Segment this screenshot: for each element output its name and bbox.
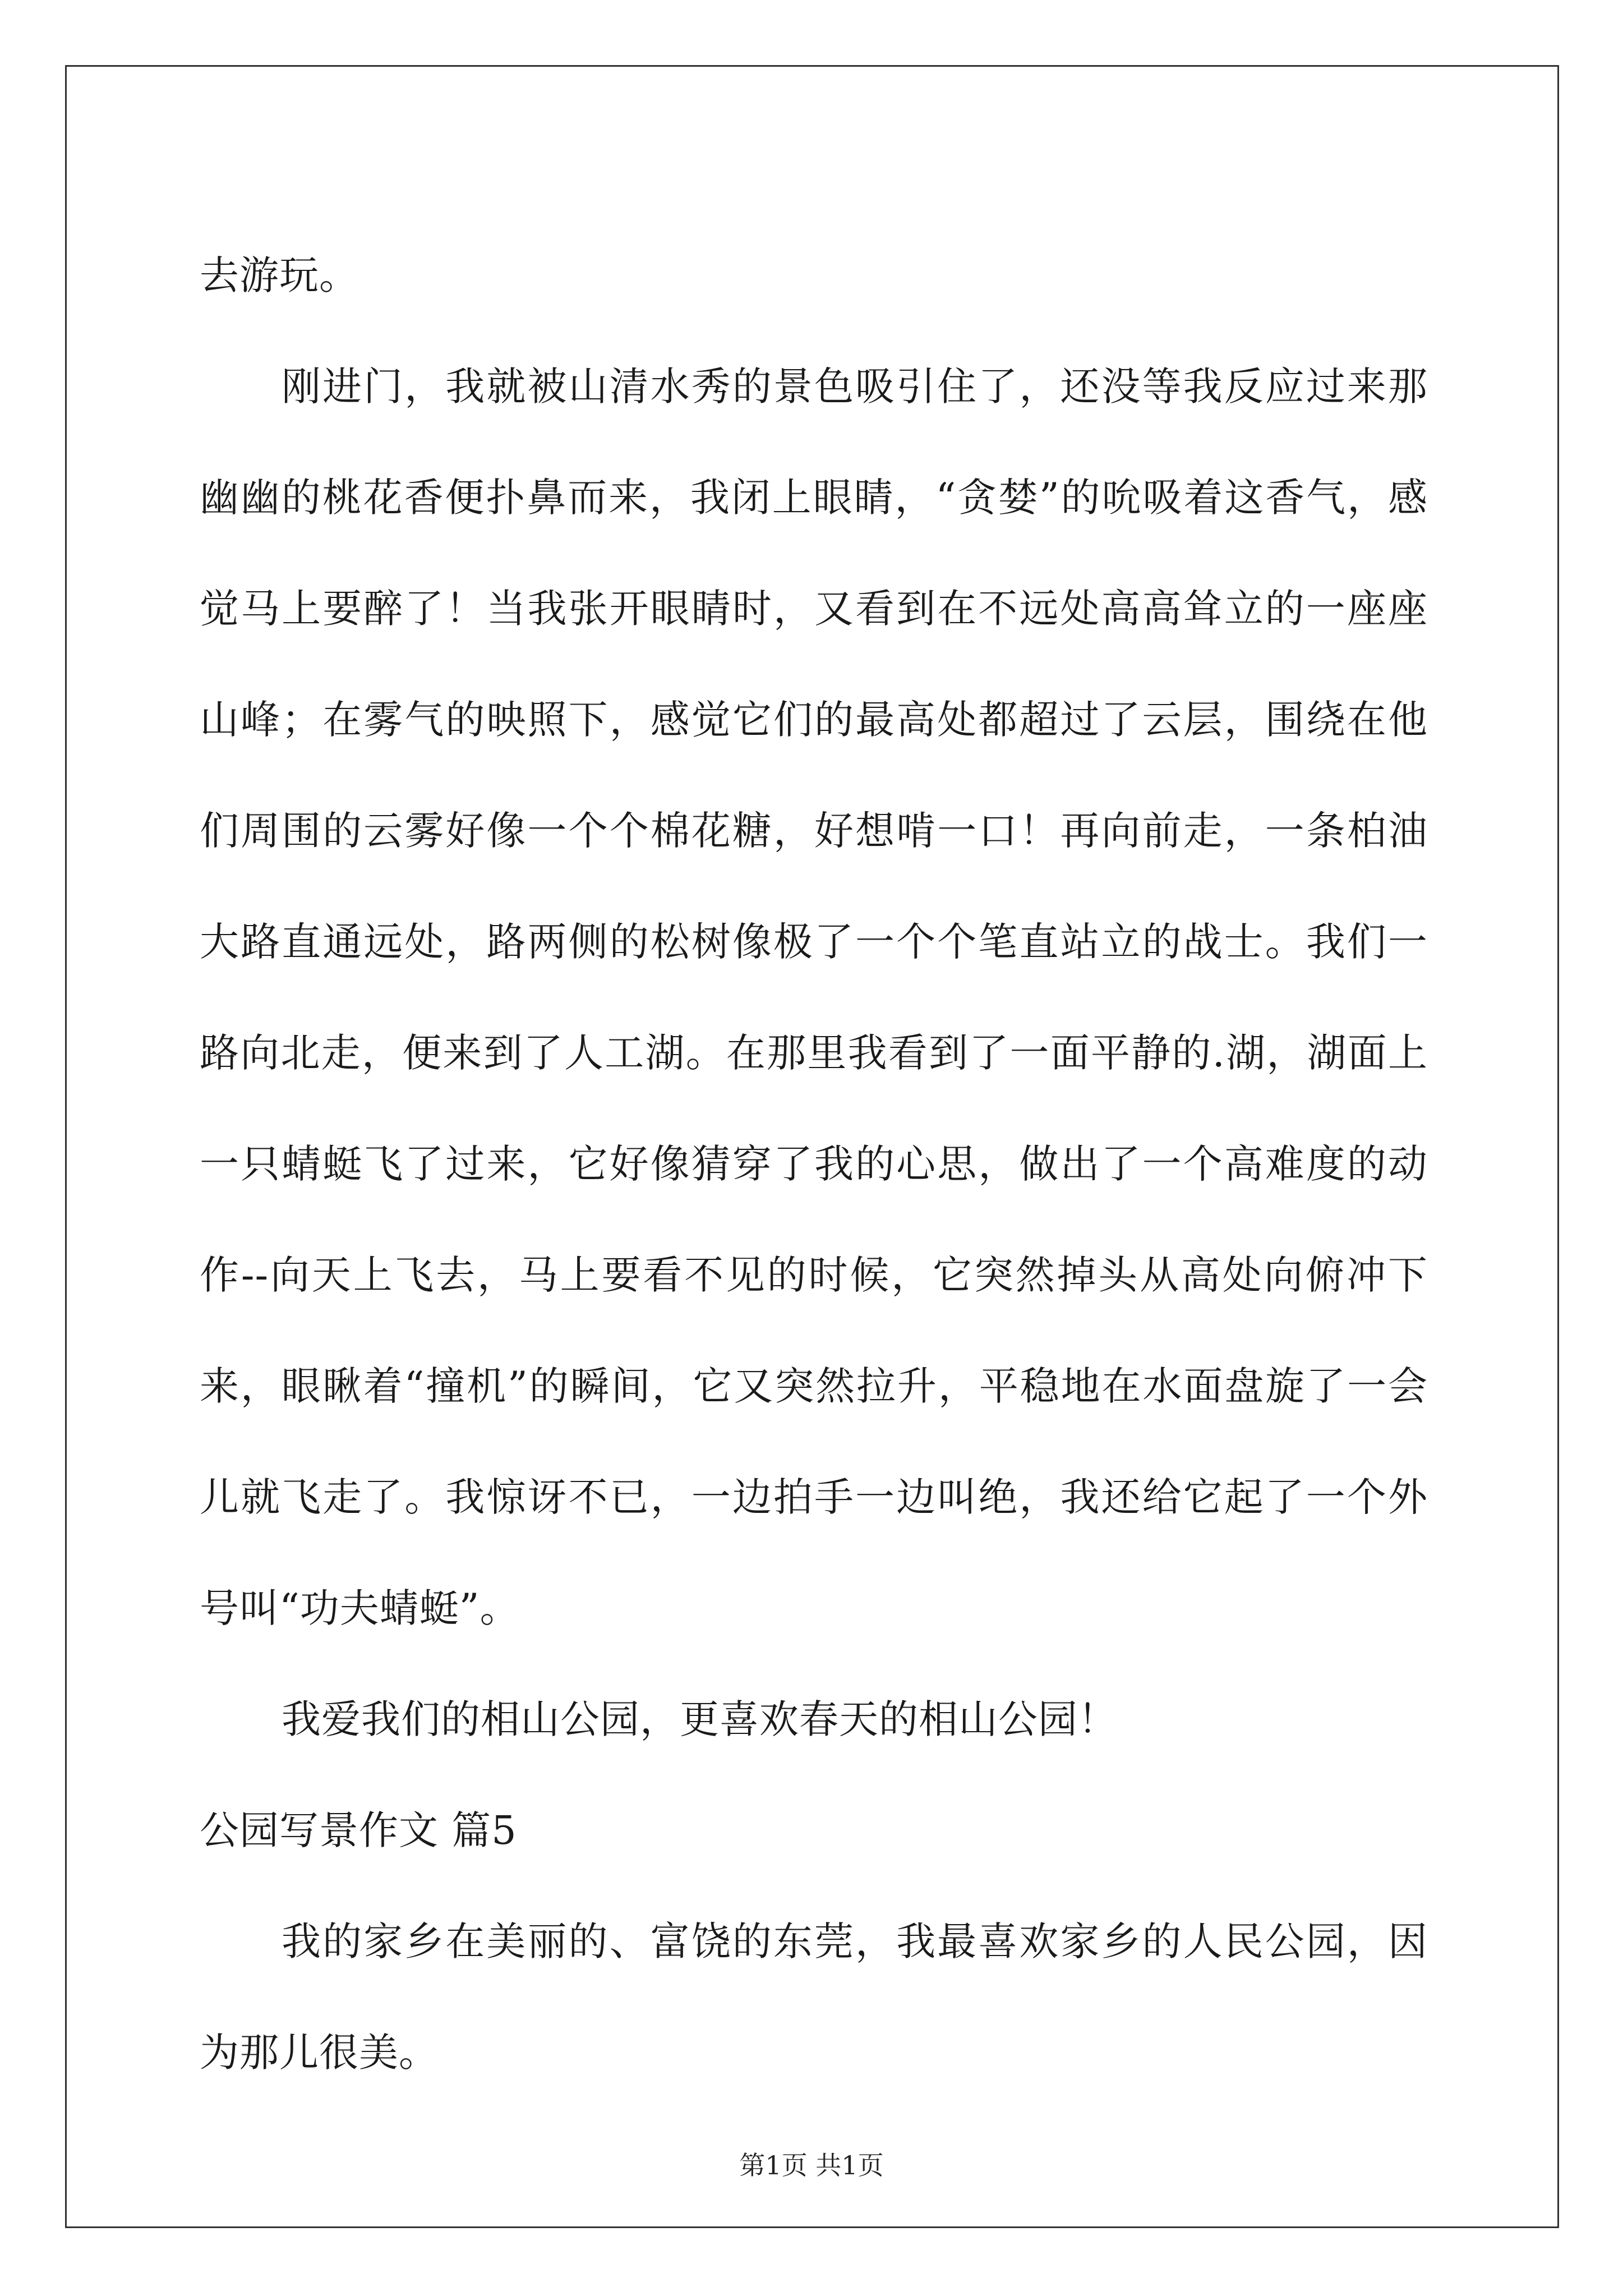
document-body (200, 220, 1428, 2108)
page-footer: 第1页 共1页 (739, 2150, 884, 2180)
paragraph-closing: 我爱我们的相山公园，更喜欢春天的相山公园！ (282, 1696, 1118, 1742)
paragraph-hometown: 我的家乡在美丽的、富饶的东莞，我最喜欢家乡的人民公园，因为那儿很美。 (200, 1918, 1428, 2076)
paragraph-continuation: 去游玩。 (200, 252, 359, 298)
paragraph-park-entrance: 刚进门，我就被山清水秀的景色吸引住了，还没等我反应过来那幽幽的桃花香便扑鼻而来，我闭上眼睛，“贪婪”的吮吸着这香气，感觉马上要醉了！当我张开眼睛时，又看到在不远处高高耸立的一座座山峰；在雾气的映照下，感觉它们的最高处都超过了云层，围绕在他们周围的云雾好像一个个棉花糖，好想啃一口！再向前走，一条柏油大路直通远处，路两侧的松树像极了一个个笔直站立的战士。我们一路向北走，便来到了人工湖。在那里我看到了一面平静的.湖，湖面上一只蜻蜓飞了过来，它好像猜穿了我的心思，做出了一个高难度的动作--向天上飞去，马上要看不见的时候，它突然掉头从高处向俯冲下来，眼瞅着“撞机”的瞬间，它又突然拉升，平稳地在水面盘旋了一会儿就飞走了。我惊讶不已，一边拍手一边叫绝，我还给它起了一个外号叫“功夫蜻蜓”。 (200, 364, 1428, 1631)
section-heading: 公园写景作文 篇5 (200, 1807, 517, 1853)
